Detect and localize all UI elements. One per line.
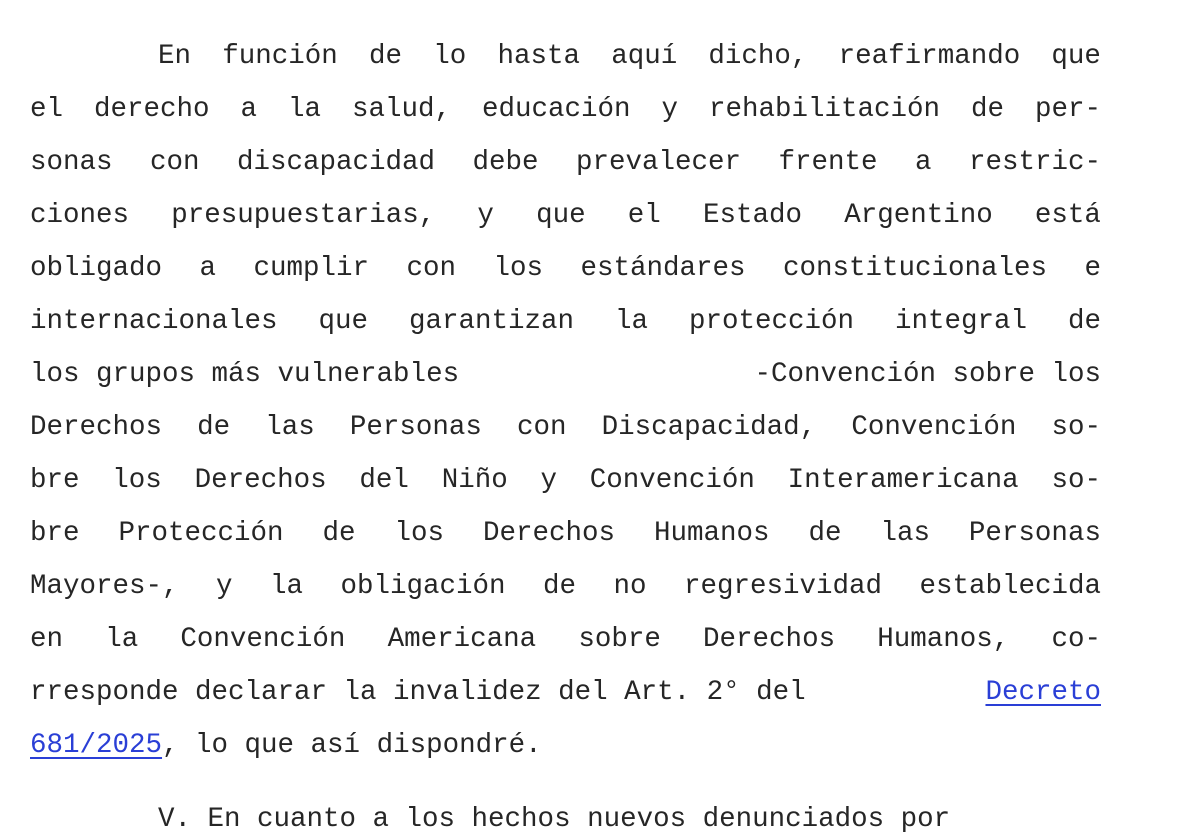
text-line [30, 37, 1101, 77]
next-paragraph-line [30, 800, 1101, 840]
decree-link[interactable]: Decreto [985, 677, 1101, 708]
line-text: , lo que así dispondré. [162, 730, 542, 761]
text-line [30, 143, 1101, 183]
line-text: bre los Derechos del Niño y Convención Interamericana so- [30, 465, 1101, 496]
text-line [30, 567, 1101, 607]
line-text: ciones presupuestarias, y que el Estado Argentino está [30, 200, 1101, 231]
text-line [30, 302, 1101, 342]
text-line [30, 673, 1101, 713]
next-paragraph-text: V. En cuanto a los hechos nuevos denunciados por [158, 804, 951, 835]
line-text: en la Convención Americana sobre Derechos Humanos, co- [30, 624, 1101, 655]
line-text: los grupos más vulnerables [30, 359, 460, 390]
text-line [30, 408, 1101, 448]
line-text: el derecho a la salud, educación y rehabilitación de per- [30, 94, 1101, 125]
line-text: obligado a cumplir con los estándares constitucionales e [30, 253, 1101, 284]
text-line [30, 514, 1101, 554]
line-text: sonas con discapacidad debe prevalecer frente a restric- [30, 147, 1101, 178]
text-line [30, 355, 1101, 395]
line-text: Mayores-, y la obligación de no regresividad establecida [30, 571, 1101, 602]
text-line [30, 461, 1101, 501]
decree-link-continued[interactable]: 681/2025 [30, 730, 163, 761]
line-text: En función de lo hasta aquí dicho, reafirmando que [158, 41, 1101, 72]
line-text: -Convención sobre los [754, 359, 1101, 390]
line-text: rresponde declarar la invalidez del Art. 2° del [30, 677, 806, 708]
line-text: internacionales que garantizan la protección integral de [30, 306, 1101, 337]
text-line [30, 249, 1101, 289]
text-line [30, 620, 1101, 660]
text-line [30, 196, 1101, 236]
text-line [30, 726, 1101, 766]
text-line [30, 90, 1101, 130]
line-text: Derechos de las Personas con Discapacidad, Convención so- [30, 412, 1101, 443]
line-text: bre Protección de los Derechos Humanos de las Personas [30, 518, 1101, 549]
